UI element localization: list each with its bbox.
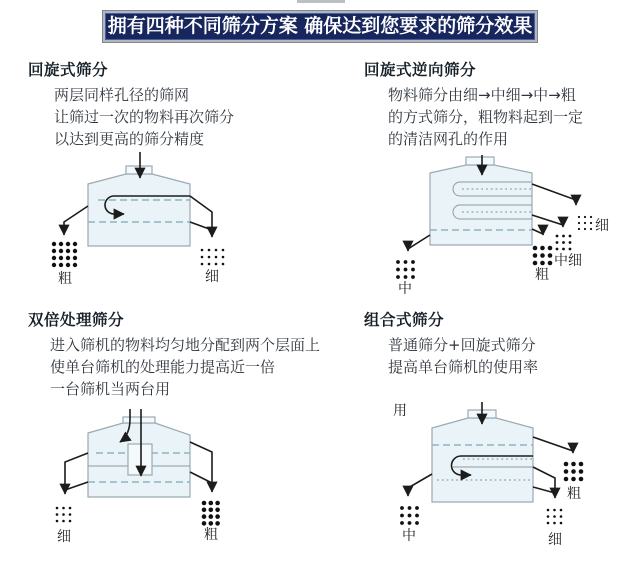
coarse-output-connector bbox=[190, 472, 212, 483]
output-label-coarse: 粗 bbox=[204, 527, 218, 543]
output-label-coarse: 粗 bbox=[535, 267, 549, 283]
section-heading-double: 双倍处理筛分 bbox=[28, 311, 125, 329]
section-heading-combined: 组合式筛分 bbox=[364, 311, 445, 329]
bypass-chute bbox=[128, 444, 152, 475]
diagram-double bbox=[40, 405, 290, 563]
output-label-fine: 细 bbox=[57, 529, 71, 545]
medium-output-arrow bbox=[408, 474, 432, 496]
text-line: 的方式筛分，粗物料起到一定 bbox=[388, 108, 584, 126]
coarse-output-arrow bbox=[64, 206, 88, 235]
diagram-rotary bbox=[40, 150, 290, 300]
coarse-dots bbox=[52, 242, 77, 267]
diagram-combined bbox=[385, 398, 640, 560]
inlet-port bbox=[466, 157, 494, 165]
output-label-medium-fine: 中细 bbox=[554, 253, 582, 269]
coarse-dots bbox=[533, 246, 553, 266]
fine-output-connector bbox=[65, 482, 88, 490]
title-text: 拥有四种不同筛分方案 确保达到您要求的筛分效果 bbox=[107, 15, 533, 37]
section-heading-rotary-reverse: 回旋式逆向筛分 bbox=[364, 61, 477, 79]
section-heading-rotary: 回旋式筛分 bbox=[28, 61, 109, 79]
output-label-medium: 中 bbox=[398, 281, 412, 297]
inlet-port bbox=[123, 417, 155, 423]
text-line: 提高单台筛机的使用率 bbox=[388, 358, 539, 376]
fine-output-connector bbox=[533, 487, 555, 493]
output-label-fine: 细 bbox=[595, 218, 609, 234]
section-text-rotary-reverse bbox=[388, 84, 583, 150]
text-line: 一台筛机当两台用 bbox=[50, 380, 171, 398]
fine-dots bbox=[547, 509, 563, 525]
coarse-dots bbox=[202, 501, 220, 526]
top-notch bbox=[297, 0, 345, 3]
section-text-rotary bbox=[54, 84, 234, 150]
fine-dots bbox=[201, 249, 225, 266]
fine-dots bbox=[578, 216, 592, 230]
fine-output-connector bbox=[190, 222, 212, 230]
fine-dots bbox=[56, 507, 72, 523]
text-line: 物料筛分由细→中细→中→粗 bbox=[388, 86, 576, 104]
output-label-coarse: 粗 bbox=[567, 486, 581, 502]
coarse-output-arrow bbox=[532, 229, 543, 235]
medium-fine-dots bbox=[556, 235, 572, 251]
section-text-combined bbox=[388, 334, 538, 378]
medium-dots bbox=[400, 506, 419, 525]
output-label-fine: 细 bbox=[205, 269, 219, 285]
text-line: 的清洁网孔的作用 bbox=[388, 130, 509, 148]
fine-output-arrow bbox=[532, 184, 576, 205]
fine-output-arrow bbox=[65, 453, 88, 494]
text-line: 两层同样孔径的筛网 bbox=[54, 86, 190, 104]
fine-output-arrow bbox=[533, 467, 555, 498]
coarse-dots bbox=[564, 462, 584, 482]
machine-body bbox=[432, 418, 533, 502]
title-banner bbox=[103, 11, 537, 42]
medium-output-arrow bbox=[408, 235, 430, 251]
text-line: 使单台筛机的处理能力提高近一倍 bbox=[50, 358, 276, 376]
text-line: 进入筛机的物料均匀地分配到两个层面上 bbox=[50, 336, 321, 354]
section-text-double bbox=[50, 334, 320, 400]
output-label-medium: 中 bbox=[402, 528, 416, 544]
coarse-output-arrow bbox=[533, 437, 573, 453]
text-line: 让筛过一次的物料再次筛分 bbox=[54, 108, 235, 126]
fine-output-arrow bbox=[190, 196, 212, 237]
output-label-fine: 细 bbox=[548, 532, 562, 548]
text-line: 以达到更高的筛分精度 bbox=[54, 130, 205, 148]
stray-char: 用 bbox=[393, 403, 407, 419]
text-line: 普通筛分+回旋式筛分 bbox=[388, 336, 536, 354]
inlet-port bbox=[126, 166, 152, 174]
coarse-output-arrow bbox=[190, 442, 212, 492]
medium-fine-output-arrow bbox=[532, 215, 563, 227]
machine-body bbox=[88, 174, 190, 246]
diagram-rotary-reverse bbox=[380, 155, 635, 305]
medium-dots bbox=[396, 260, 415, 279]
output-label-coarse: 粗 bbox=[58, 271, 72, 287]
